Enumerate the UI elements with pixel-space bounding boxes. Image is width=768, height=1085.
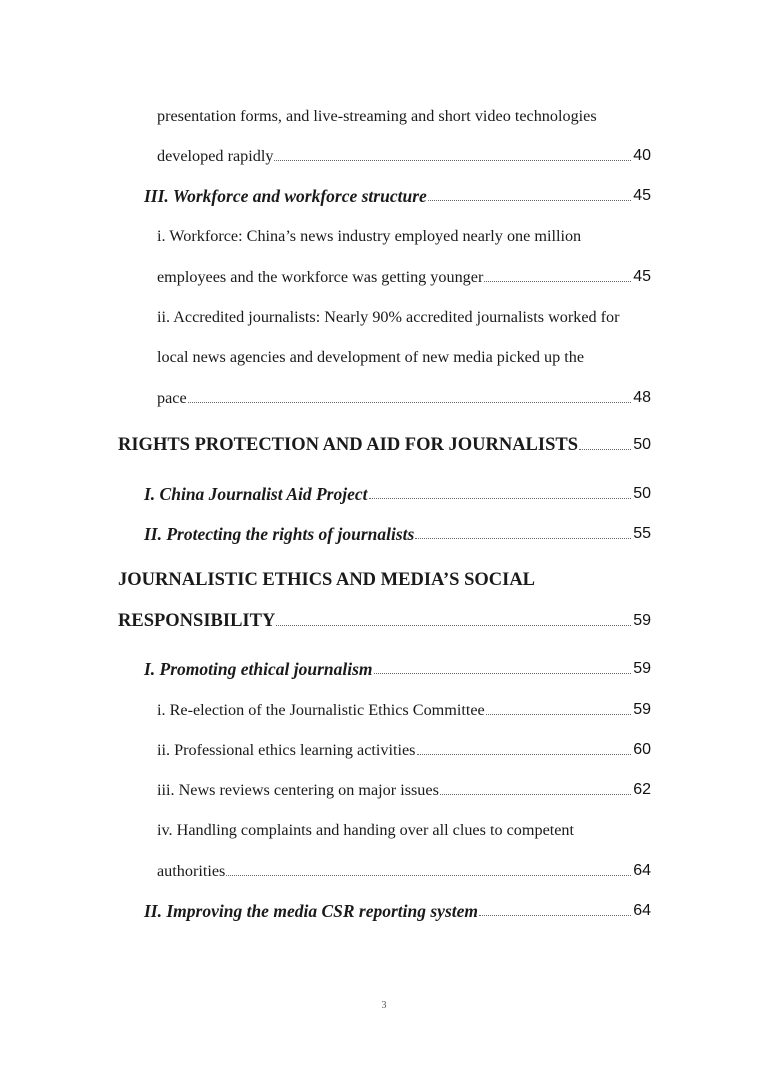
dot-leader xyxy=(374,673,632,674)
toc-entry-title: II. Improving the media CSR reporting system xyxy=(144,901,478,921)
dot-leader xyxy=(369,498,632,499)
toc-page-number: 60 xyxy=(633,741,651,758)
toc-page-number: 40 xyxy=(633,147,651,164)
toc-entry[interactable] xyxy=(144,182,651,206)
toc-entry-title: ii. Accredited journalists: Nearly 90% accredited journalists worked for xyxy=(157,308,620,326)
toc-entry[interactable] xyxy=(118,607,651,631)
dot-leader xyxy=(276,625,631,626)
toc-entry-title: i. Workforce: China’s news industry employed nearly one million xyxy=(157,227,582,245)
dot-leader xyxy=(579,449,631,450)
dot-leader xyxy=(274,160,631,161)
toc-entry[interactable] xyxy=(118,431,651,455)
dot-leader xyxy=(479,915,631,916)
toc-entry[interactable] xyxy=(157,142,651,166)
toc-entry-continued xyxy=(157,102,651,126)
toc-page-number: 55 xyxy=(633,525,651,542)
toc-page-number: 48 xyxy=(633,389,651,406)
toc-entry[interactable] xyxy=(144,897,651,921)
page-number: 3 xyxy=(381,1000,387,1011)
toc-entry-title: I. China Journalist Aid Project xyxy=(144,484,368,504)
toc-entry[interactable] xyxy=(144,655,651,679)
dot-leader xyxy=(188,402,632,403)
toc-entry-title: authorities xyxy=(157,862,226,880)
toc-entry-title: ii. Professional ethics learning activities xyxy=(157,741,416,759)
toc-entry-continued xyxy=(157,222,651,246)
toc-entry-title: pace xyxy=(157,389,187,407)
toc-entry-continued xyxy=(157,816,651,840)
toc-entry-title: RESPONSIBILITY xyxy=(118,611,276,631)
toc-entry-title: III. Workforce and workforce structure xyxy=(144,186,427,206)
toc-page-number: 50 xyxy=(633,436,651,453)
toc-entry[interactable] xyxy=(157,384,651,408)
toc-entry-title: RIGHTS PROTECTION AND AID FOR JOURNALISTS xyxy=(118,435,579,455)
toc-entry[interactable] xyxy=(157,776,651,800)
toc-entry-continued xyxy=(118,566,651,590)
toc-page-number: 59 xyxy=(633,701,651,718)
toc-entry[interactable] xyxy=(144,480,651,504)
dot-leader xyxy=(486,714,631,715)
toc-entry-title: i. Re-election of the Journalistic Ethics Committee xyxy=(157,701,485,719)
toc-page-number: 62 xyxy=(633,781,651,798)
toc-page-number: 64 xyxy=(633,902,651,919)
toc-entry-title: local news agencies and development of new media picked up the xyxy=(157,348,585,366)
toc-entry[interactable] xyxy=(144,520,651,544)
toc-page-number: 45 xyxy=(633,187,651,204)
dot-leader xyxy=(226,875,631,876)
dot-leader xyxy=(417,754,632,755)
dot-leader xyxy=(484,281,631,282)
toc-entry[interactable] xyxy=(157,263,651,287)
toc-entry-title: I. Promoting ethical journalism xyxy=(144,659,373,679)
dot-leader xyxy=(428,200,631,201)
toc-page-number: 50 xyxy=(633,485,651,502)
dot-leader xyxy=(440,794,631,795)
toc-entry-title: iii. News reviews centering on major issues xyxy=(157,781,439,799)
toc-entry-continued xyxy=(157,343,651,367)
toc-entry-title: developed rapidly xyxy=(157,147,274,165)
toc-entry-title: II. Protecting the rights of journalists xyxy=(144,524,415,544)
toc-page-number: 59 xyxy=(633,660,651,677)
toc-entry-title: employees and the workforce was getting younger xyxy=(157,268,484,286)
toc-entry[interactable] xyxy=(157,857,651,881)
toc-entry[interactable] xyxy=(157,736,651,760)
toc-entry-title: iv. Handling complaints and handing over all clues to competent xyxy=(157,821,575,839)
toc-entry[interactable] xyxy=(157,696,651,720)
toc-entry-title: JOURNALISTIC ETHICS AND MEDIA’S SOCIAL xyxy=(118,570,536,590)
toc-entry-title: presentation forms, and live-streaming and short video technologies xyxy=(157,107,597,125)
toc-page-number: 59 xyxy=(633,612,651,629)
dot-leader xyxy=(415,538,631,539)
toc-entry-continued xyxy=(157,303,651,327)
toc-page-number: 45 xyxy=(633,268,651,285)
toc-page-number: 64 xyxy=(633,862,651,879)
